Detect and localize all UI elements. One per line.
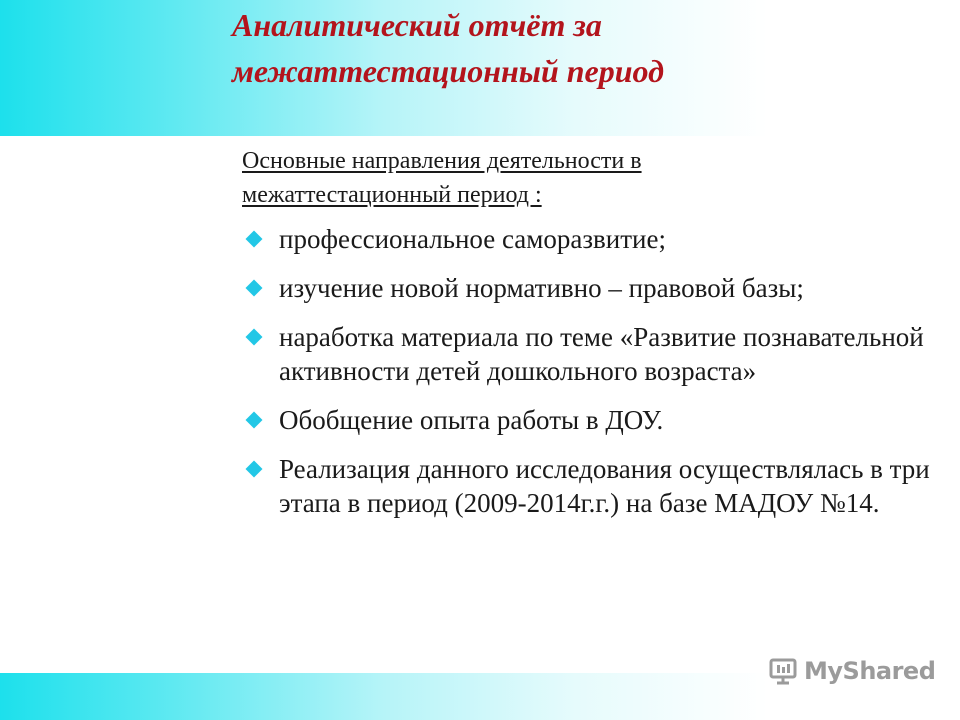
list-item-text: Обобщение опыта работы в ДОУ. <box>279 405 664 435</box>
slide-title-line-2: межаттестационный период <box>232 53 664 89</box>
slide-title-line-1: Аналитический отчёт за <box>232 7 602 43</box>
presentation-screen-icon <box>768 656 798 686</box>
activity-list <box>242 222 942 520</box>
list-item <box>242 222 942 256</box>
diamond-bullet-icon <box>246 231 263 248</box>
list-item <box>242 320 942 388</box>
diamond-bullet-icon <box>246 329 263 346</box>
list-item-text: Реализация данного исследования осуществлялась в три этапа в период (2009-2014г.г.) на базе МАДОУ №14. <box>279 454 930 518</box>
section-heading-line-1: Основные направления деятельности в <box>242 148 642 174</box>
diamond-bullet-icon <box>246 461 263 478</box>
list-item <box>242 271 942 305</box>
slide-title <box>232 2 932 94</box>
diamond-bullet-icon <box>246 280 263 297</box>
myshared-watermark <box>768 656 935 686</box>
section-heading-line-2: межаттестационный период : <box>242 182 542 208</box>
diamond-bullet-icon <box>246 412 263 429</box>
list-item-text: наработка материала по теме «Развитие познавательной активности детей дошкольного возраста» <box>279 322 924 386</box>
list-item-text: профессиональное саморазвитие; <box>279 224 666 254</box>
watermark-text: MyShared <box>804 657 936 685</box>
list-item <box>242 403 942 437</box>
section-heading <box>242 144 942 212</box>
list-item-text: изучение новой нормативно – правовой базы; <box>279 273 804 303</box>
list-item <box>242 452 942 520</box>
slide-body <box>242 144 942 535</box>
